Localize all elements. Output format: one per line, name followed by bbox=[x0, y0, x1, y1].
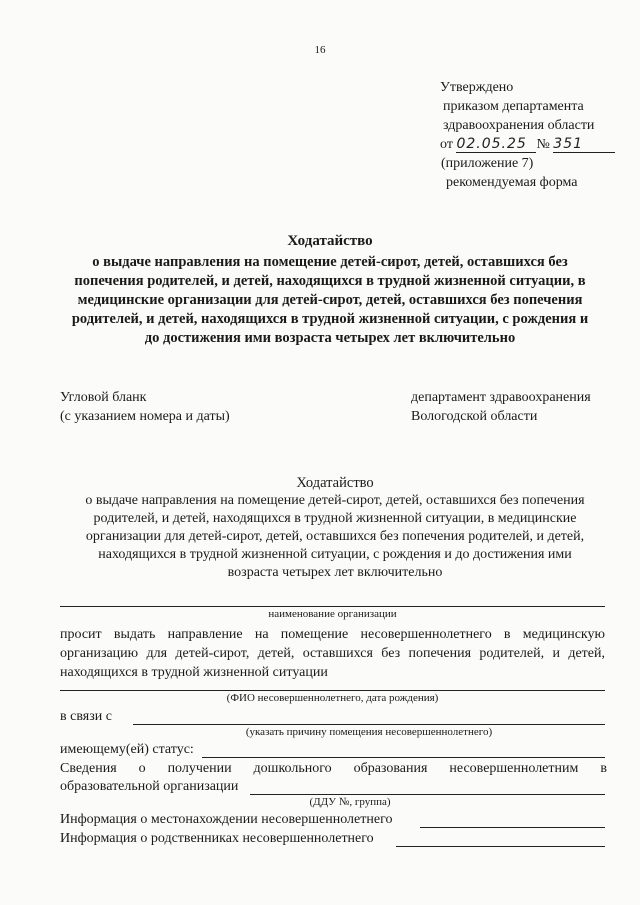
form-title-heading: Ходатайство bbox=[296, 475, 374, 491]
date-prefix: от bbox=[440, 137, 453, 152]
approval-line-3: здравоохранения области bbox=[443, 118, 595, 133]
number-sign: № bbox=[536, 137, 550, 152]
relatives-label: Информация о родственниках несовершеннолетнего bbox=[60, 831, 374, 846]
location-label: Информация о местонахождении несовершеннолетнего bbox=[60, 812, 393, 827]
main-title-line: попечения родителей, и детей, находящихся в трудной жизненной ситуации, в bbox=[74, 273, 586, 289]
status-line[interactable] bbox=[202, 757, 605, 758]
corner-stamp-line-1: Угловой бланк bbox=[60, 390, 147, 405]
education-word: несовершеннолетним bbox=[449, 761, 579, 776]
reason-caption: (указать причину помещения несовершеннолетнего) bbox=[245, 726, 493, 738]
education-line[interactable] bbox=[250, 794, 605, 795]
fio-line[interactable] bbox=[60, 690, 605, 691]
addressee-line-2: Вологодской области bbox=[411, 409, 538, 424]
fio-caption: (ФИО несовершеннолетнего, дата рождения) bbox=[226, 692, 439, 704]
main-title-heading: Ходатайство bbox=[287, 233, 373, 249]
form-title-line: находящихся в трудной жизненной ситуации, с рождения и до достижения ими bbox=[98, 547, 572, 562]
education-word: дошкольного bbox=[253, 761, 332, 776]
approval-form-note: рекомендуемая форма bbox=[446, 175, 578, 190]
main-title bbox=[40, 232, 620, 348]
status-label: имеющему(ей) статус: bbox=[60, 742, 194, 757]
reason-line[interactable] bbox=[133, 724, 605, 725]
education-label: образовательной организации bbox=[60, 779, 239, 794]
reason-label: в связи с bbox=[60, 709, 112, 724]
corner-stamp-line-2: (с указанием номера и даты) bbox=[60, 409, 230, 424]
form-title-line: о выдаче направления на помещение детей-сирот, детей, оставшихся без попечения bbox=[85, 493, 585, 508]
handwritten-date: 02.05.25 bbox=[456, 137, 536, 153]
addressee bbox=[411, 388, 591, 426]
handwritten-number: 351 bbox=[553, 137, 615, 153]
main-title-line: родителей, и детей, находящихся в трудной жизненной ситуации, с рождения и bbox=[71, 311, 589, 327]
education-word: получении bbox=[167, 761, 232, 776]
approval-line-1: Утверждено bbox=[440, 80, 514, 95]
main-title-line: до достижения ими возраста четырех лет включительно bbox=[144, 330, 516, 346]
education-line-1 bbox=[60, 760, 607, 778]
org-name-line[interactable] bbox=[60, 606, 605, 607]
education-word: о bbox=[138, 761, 146, 776]
education-word: образования bbox=[353, 761, 428, 776]
form-title-line: возраста четырех лет включительно bbox=[227, 565, 443, 580]
org-name-caption: наименование организации bbox=[268, 608, 397, 620]
form-title-line: родителей, и детей, находящихся в трудной жизненной ситуации, в медицинские bbox=[93, 511, 577, 526]
page-number: 16 bbox=[314, 44, 326, 56]
education-word: в bbox=[600, 761, 607, 776]
form-title bbox=[50, 474, 620, 582]
education-caption: (ДДУ №, группа) bbox=[309, 796, 391, 808]
approval-line-2: приказом департамента bbox=[443, 99, 584, 114]
education-word: Сведения bbox=[60, 761, 117, 776]
approval-date-line bbox=[440, 135, 615, 154]
corner-stamp-note bbox=[60, 388, 230, 426]
location-line[interactable] bbox=[420, 827, 605, 828]
main-title-line: о выдаче направления на помещение детей-сирот, детей, оставшихся без bbox=[92, 254, 568, 270]
form-title-line: организации для детей-сирот, детей, оставшихся без попечения родителей, и детей, bbox=[85, 529, 585, 544]
approval-block bbox=[440, 78, 615, 192]
relatives-line[interactable] bbox=[396, 846, 605, 847]
request-text: просит выдать направление на помещение несовершеннолетнего в медицинскую организацию для детей-сирот, детей, оставшихся без попечения родителей, и детей, находящихся в трудной жизненной ситуации bbox=[60, 627, 605, 680]
main-title-line: медицинские организации для детей-сирот, детей, оставшихся без попечения bbox=[77, 292, 583, 308]
approval-appendix: (приложение 7) bbox=[441, 156, 534, 171]
addressee-line-1: департамент здравоохранения bbox=[411, 390, 591, 405]
